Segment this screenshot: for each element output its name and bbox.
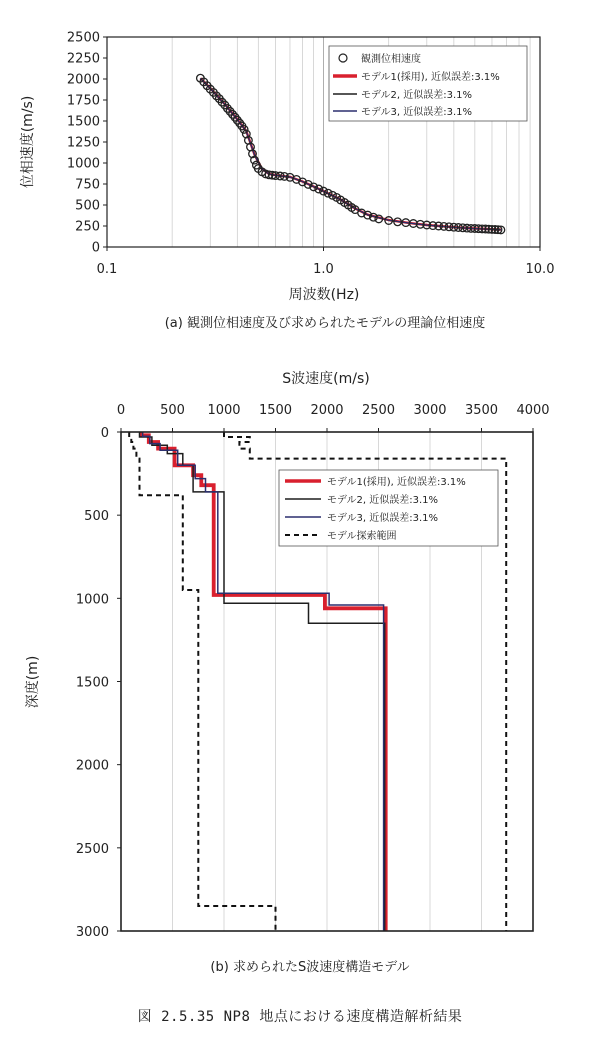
chart-b-search-range-min [129, 432, 275, 931]
chart-a-x-tick-label: 0.1 [96, 262, 118, 277]
chart-b [24, 370, 550, 975]
chart-a-y-tick-label: 750 [75, 177, 100, 193]
chart-a-y-tick-label: 1250 [66, 135, 100, 151]
chart-b-x-tick-label: 2500 [361, 403, 396, 418]
chart-b-y-ticks [76, 426, 121, 940]
chart-b-y-tick-label: 0 [100, 426, 109, 441]
chart-b-x-tick-label: 2000 [310, 403, 344, 418]
chart-a-y-tick-label: 1750 [66, 93, 100, 109]
chart-a-y-tick-label: 2250 [66, 51, 100, 67]
chart-b-x-tick-label: 3000 [413, 403, 447, 418]
chart-a-y-axis-label: 位相速度(m/s) [20, 95, 36, 189]
chart-b-x-tick-label: 4000 [516, 403, 550, 418]
chart-a-x-tick-label: 10.0 [525, 262, 555, 277]
chart-a-y-ticks [67, 31, 107, 256]
chart-b-y-tick-label: 1000 [75, 592, 109, 608]
chart-b-legend-label-range: モデル探索範囲 [327, 531, 397, 542]
chart-a [19, 31, 554, 332]
chart-a-y-tick-label: 2500 [66, 30, 100, 46]
chart-a-x-tick-label: 1.0 [313, 262, 334, 277]
chart-b-y-tick-label: 2500 [75, 841, 109, 857]
chart-b-y-tick-label: 2000 [75, 758, 109, 774]
chart-b-y-tick-label: 500 [84, 509, 109, 525]
chart-b-legend-label-model3: モデル3, 近似誤差:3.1% [327, 513, 438, 524]
chart-b-x-tick-label: 1000 [207, 403, 241, 418]
chart-a-legend-label-model2: モデル2, 近似誤差:3.1% [361, 90, 472, 101]
chart-b-x-tick-label: 3500 [464, 403, 499, 418]
chart-a-y-tick-label: 1500 [66, 114, 100, 130]
chart-a-legend [329, 46, 527, 121]
chart-a-legend-label-observed: 観測位相速度 [361, 54, 421, 65]
chart-b-caption: (b) 求められたS波速度構造モデル [210, 960, 410, 975]
chart-a-legend-label-model3: モデル3, 近似誤差:3.1% [361, 107, 472, 118]
chart-a-x-ticks [97, 247, 555, 277]
chart-b-legend-label-model1: モデル1(採用), 近似誤差:3.1% [327, 477, 466, 488]
chart-b-x-tick-label: 500 [160, 403, 185, 418]
chart-b-y-tick-label: 3000 [75, 925, 109, 940]
chart-b-legend-label-model2: モデル2, 近似誤差:3.1% [327, 495, 438, 506]
chart-b-x-axis-label: S波速度(m/s) [282, 371, 370, 387]
chart-a-legend-label-model1: モデル1(採用), 近似誤差:3.1% [361, 72, 500, 83]
chart-a-caption: (a) 観測位相速度及び求められたモデルの理論位相速度 [164, 316, 486, 331]
chart-a-x-axis-label: 周波数(Hz) [288, 287, 360, 303]
chart-a-y-tick-label: 0 [91, 240, 100, 256]
chart-b-y-axis-label: 深度(m) [25, 655, 41, 709]
chart-b-x-tick-label: 1500 [258, 403, 293, 418]
chart-a-y-tick-label: 1000 [66, 156, 100, 172]
figure-caption: 図 2.5.35 NP8 地点における速度構造解析結果 [137, 1009, 463, 1025]
chart-b-y-tick-label: 1500 [75, 675, 109, 691]
chart-a-y-tick-label: 2000 [66, 72, 100, 88]
chart-b-x-ticks [117, 403, 550, 432]
chart-a-y-tick-label: 500 [75, 198, 100, 214]
chart-b-legend [279, 470, 498, 546]
chart-b-x-tick-label: 0 [116, 403, 126, 418]
chart-a-y-tick-label: 250 [75, 219, 100, 235]
